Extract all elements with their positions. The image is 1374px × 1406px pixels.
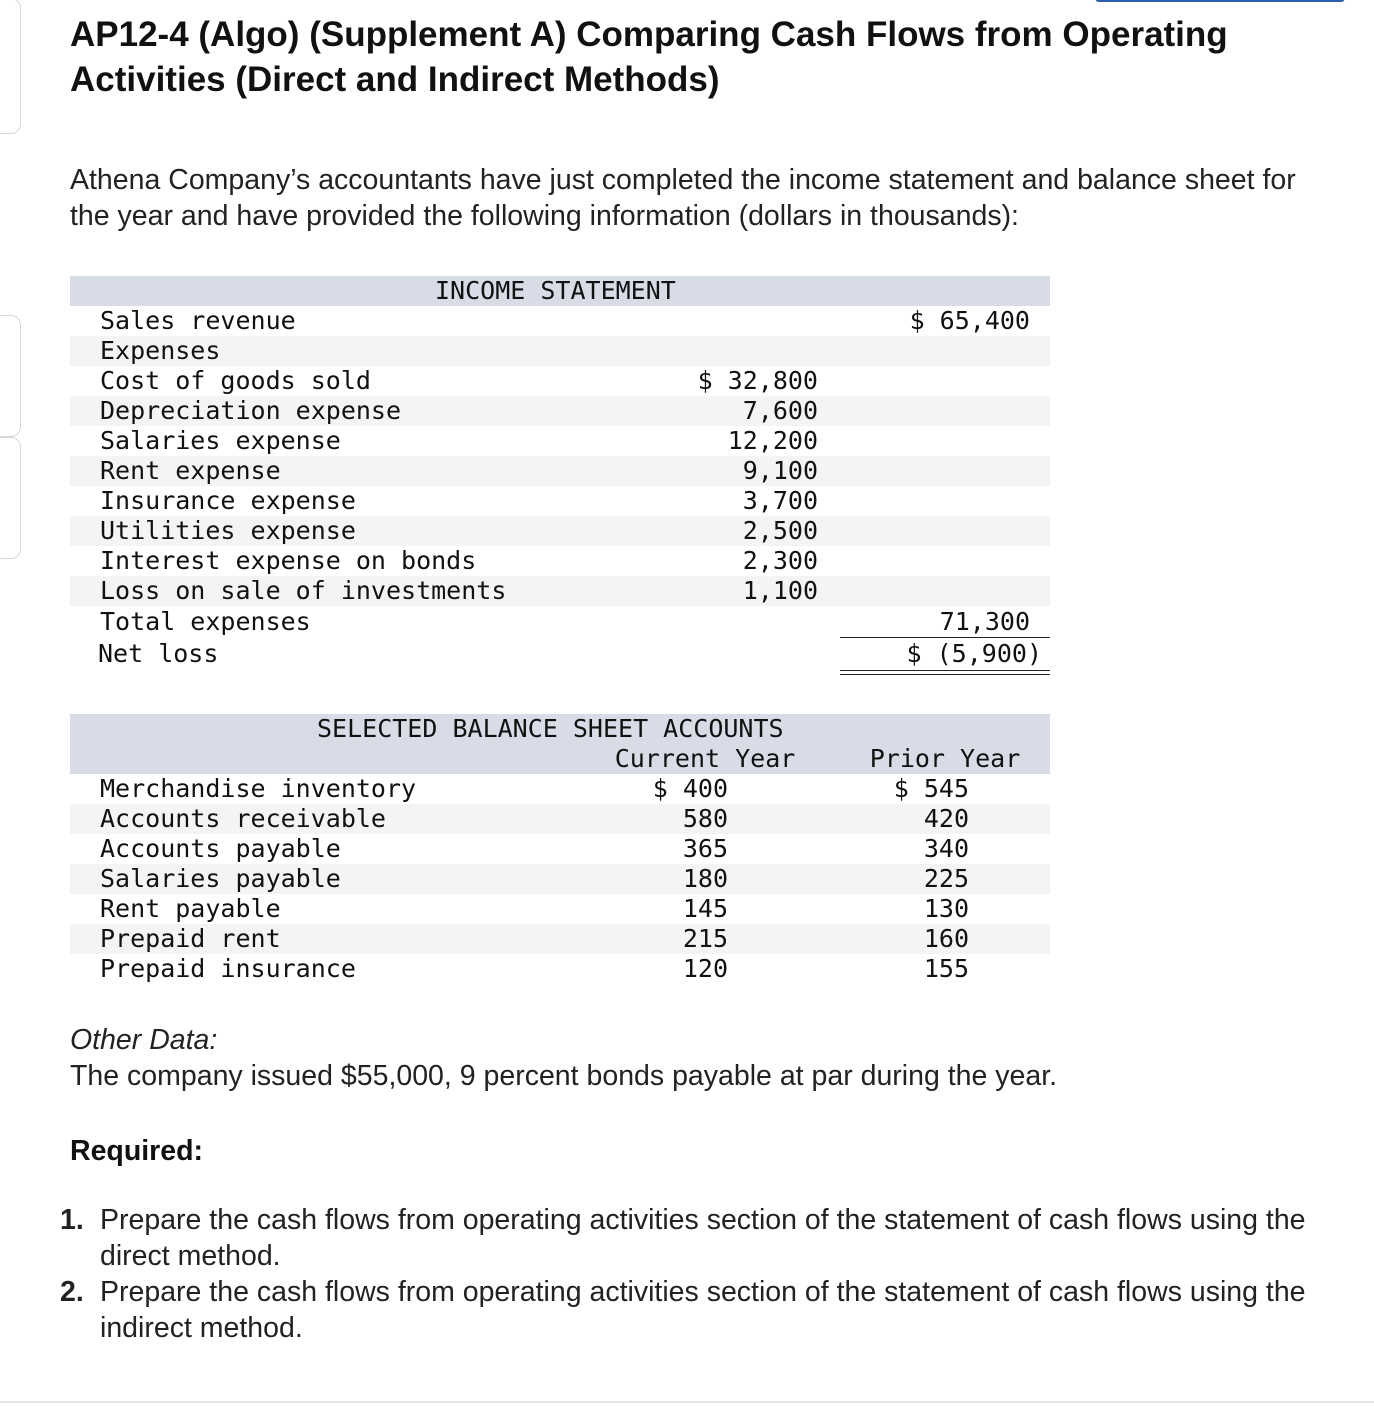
table-row xyxy=(70,607,1050,637)
total-expenses-label: Total expenses xyxy=(100,607,311,636)
expenses-label: Expenses xyxy=(100,336,221,365)
prior-year-value: 160 xyxy=(923,924,969,953)
total-expenses-value: 71,300 xyxy=(939,607,1030,636)
income-statement-heading: INCOME STATEMENT xyxy=(435,276,676,305)
table-row xyxy=(70,426,1050,456)
balance-sheet-header xyxy=(70,714,1050,744)
current-year-header: Current Year xyxy=(614,744,796,773)
expense-value: 12,200 xyxy=(727,426,818,455)
table-row xyxy=(70,516,1050,546)
expense-label: Insurance expense xyxy=(100,486,356,515)
expense-label: Utilities expense xyxy=(100,516,356,545)
table-row xyxy=(70,456,1050,486)
current-year-value: 120 xyxy=(682,954,728,983)
account-label: Accounts payable xyxy=(100,834,341,863)
double-rule-bottom xyxy=(840,674,1050,675)
account-label: Prepaid rent xyxy=(100,924,281,953)
balance-sheet-table xyxy=(70,714,1050,984)
table-row xyxy=(70,396,1050,426)
account-label: Rent payable xyxy=(100,894,281,923)
table-row xyxy=(70,336,1050,366)
prior-year-value: 130 xyxy=(923,894,969,923)
required-item-number: 2. xyxy=(60,1276,84,1308)
table-row xyxy=(70,366,1050,396)
intro-paragraph: Athena Company’s accountants have just completed the income statement and balance sheet for the year and have provided the following information (dollars in thousands): xyxy=(70,164,1296,232)
other-data-text: The company issued $55,000, 9 percent bonds payable at par during the year. xyxy=(70,1060,1058,1092)
expense-value: 9,100 xyxy=(742,456,818,485)
account-label: Merchandise inventory xyxy=(100,774,417,803)
table-row xyxy=(70,864,1050,894)
expense-value: $ 32,800 xyxy=(697,366,818,395)
table-row xyxy=(70,924,1050,954)
sales-value: $ 65,400 xyxy=(909,306,1030,335)
current-year-value: $ 400 xyxy=(652,774,728,803)
expense-label: Depreciation expense xyxy=(100,396,402,425)
bottom-divider xyxy=(0,1401,1374,1403)
expense-value: 1,100 xyxy=(742,576,818,605)
account-label: Salaries payable xyxy=(100,864,341,893)
expense-label: Loss on sale of investments xyxy=(100,576,507,605)
required-heading: Required: xyxy=(70,1135,204,1167)
table-row xyxy=(70,954,1050,984)
expense-value: 7,600 xyxy=(742,396,818,425)
income-statement-table xyxy=(70,276,1050,676)
left-panel-tab xyxy=(0,437,21,559)
table-row xyxy=(70,546,1050,576)
table-row xyxy=(70,639,1050,669)
left-panel-tab xyxy=(0,315,21,437)
income-statement-header xyxy=(70,276,1050,306)
account-label: Accounts receivable xyxy=(100,804,386,833)
current-year-value: 145 xyxy=(682,894,728,923)
account-label: Prepaid insurance xyxy=(100,954,356,983)
balance-sheet-column-header xyxy=(70,744,1050,774)
expense-value: 3,700 xyxy=(742,486,818,515)
subtotal-rule xyxy=(840,637,1050,638)
balance-sheet-heading: SELECTED BALANCE SHEET ACCOUNTS xyxy=(317,714,784,743)
required-item-text: Prepare the cash flows from operating activities section of the statement of cash flows using the indirect method. xyxy=(100,1276,1306,1344)
top-accent-bar xyxy=(1095,0,1345,2)
prior-year-value: 225 xyxy=(923,864,969,893)
prior-year-header: Prior Year xyxy=(869,744,1021,773)
prior-year-value: 420 xyxy=(923,804,969,833)
table-row xyxy=(70,306,1050,336)
page-title: AP12-4 (Algo) (Supplement A) Comparing Cash Flows from Operating Activities (Direct and Indirect Methods) xyxy=(70,15,1228,99)
prior-year-value: $ 545 xyxy=(893,774,969,803)
expense-label: Salaries expense xyxy=(100,426,341,455)
current-year-value: 580 xyxy=(682,804,728,833)
table-row xyxy=(70,486,1050,516)
required-item xyxy=(60,1202,1320,1274)
other-data-label: Other Data: xyxy=(70,1024,218,1056)
expense-value: 2,300 xyxy=(742,546,818,575)
current-year-value: 180 xyxy=(682,864,728,893)
prior-year-value: 340 xyxy=(923,834,969,863)
expense-label: Interest expense on bonds xyxy=(100,546,477,575)
required-item-text: Prepare the cash flows from operating activities section of the statement of cash flows using the direct method. xyxy=(100,1204,1306,1272)
net-loss-value: $ (5,900) xyxy=(906,639,1042,668)
current-year-value: 215 xyxy=(682,924,728,953)
double-rule-top xyxy=(840,670,1050,671)
current-year-value: 365 xyxy=(682,834,728,863)
required-item-number: 1. xyxy=(60,1204,84,1236)
table-row xyxy=(70,774,1050,804)
required-item xyxy=(60,1274,1320,1346)
net-loss-label: Net loss xyxy=(98,639,219,668)
table-row xyxy=(70,804,1050,834)
expense-label: Cost of goods sold xyxy=(100,366,371,395)
left-panel-tab xyxy=(0,0,21,134)
sales-label: Sales revenue xyxy=(100,306,296,335)
expense-label: Rent expense xyxy=(100,456,281,485)
table-row xyxy=(70,894,1050,924)
table-row xyxy=(70,576,1050,606)
table-row xyxy=(70,834,1050,864)
expense-value: 2,500 xyxy=(742,516,818,545)
prior-year-value: 155 xyxy=(923,954,969,983)
